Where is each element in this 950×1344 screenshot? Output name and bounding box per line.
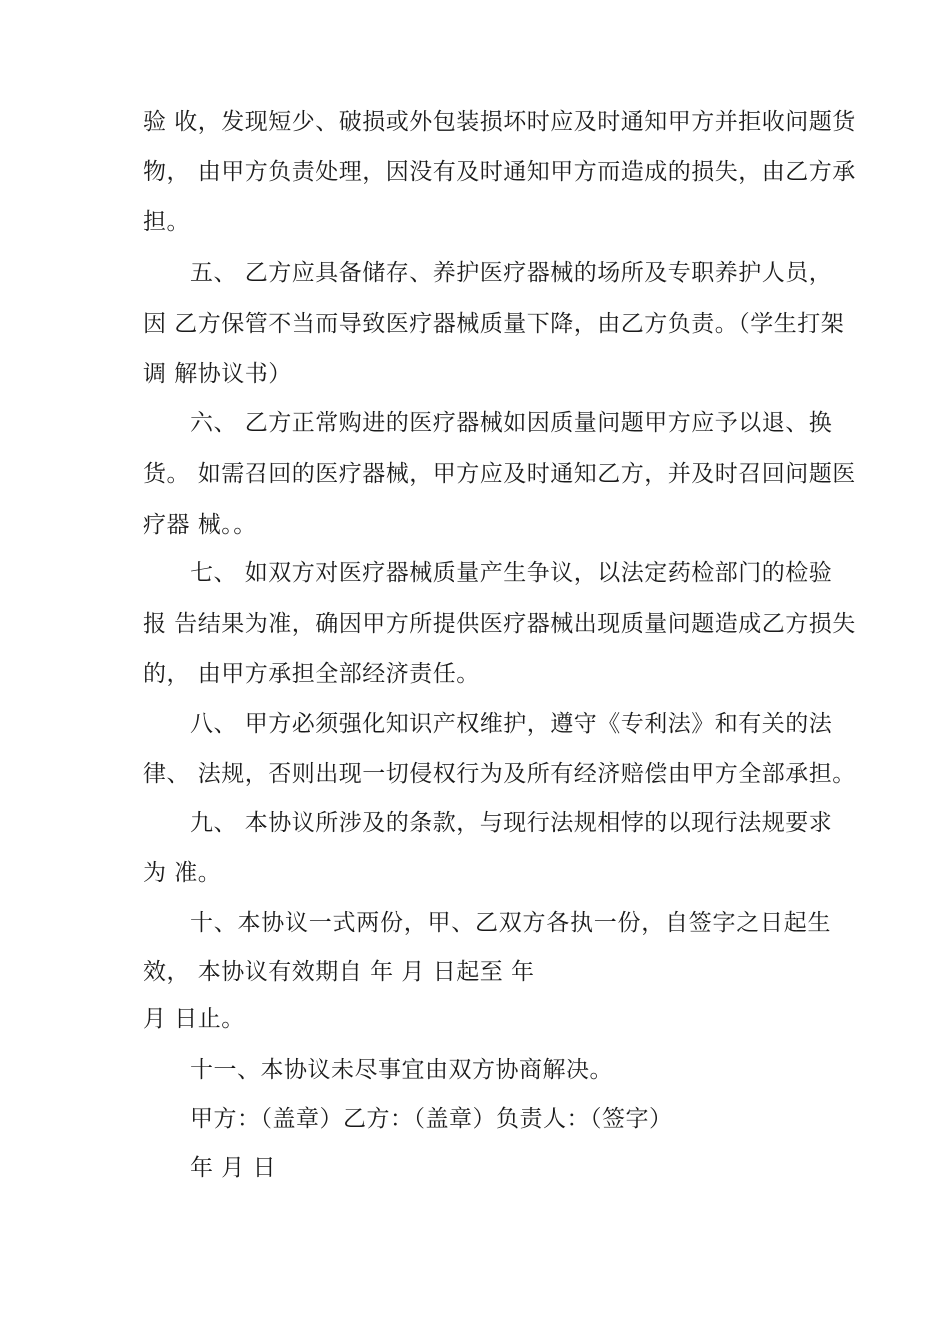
clause-11-line-1: 十一、本协议未尽事宜由双方协商解决。 (190, 1057, 613, 1083)
text-line-3: 担。 (143, 209, 190, 235)
clause-10-line-3: 月 日止。 (143, 1006, 245, 1032)
clause-8-line-2: 律、 法规，否则出现一切侵权行为及所有经济赔偿由甲方全部承担。 (143, 761, 856, 787)
clause-5-line-1: 五、 乙方应具备储存、养护医疗器械的场所及专职养护人员， (190, 260, 833, 286)
clause-10-line-2: 效， 本协议有效期自 年 月 日起至 年 (143, 959, 535, 985)
clause-9-line-1: 九、 本协议所涉及的条款，与现行法规相悖的以现行法规要求 (190, 810, 833, 836)
clause-6-line-1: 六、 乙方正常购进的医疗器械如因质量问题甲方应予以退、换 (190, 410, 833, 436)
clause-7-line-2: 报 告结果为准，确因甲方所提供医疗器械出现质量问题造成乙方损失 (143, 611, 856, 637)
signature-line: 甲方：（盖章）乙方：（盖章）负责人：（签字） (190, 1106, 673, 1132)
clause-7-line-3: 的， 由甲方承担全部经济责任。 (143, 661, 480, 687)
clause-9-line-2: 为 准。 (143, 860, 222, 886)
clause-8-line-1: 八、 甲方必须强化知识产权维护，遵守《专利法》和有关的法 (190, 711, 833, 737)
clause-5-line-2: 因 乙方保管不当而导致医疗器械质量下降，由乙方负责。（学生打架 (143, 311, 845, 337)
clause-7-line-1: 七、 如双方对医疗器械质量产生争议，以法定药检部门的检验 (190, 560, 833, 586)
date-line: 年 月 日 (190, 1155, 277, 1181)
clause-6-line-3: 疗器 械。。 (143, 512, 257, 538)
clause-6-line-2: 货。 如需召回的医疗器械，甲方应及时通知乙方，并及时召回问题医 (143, 461, 856, 487)
text-line-2: 物， 由甲方负责处理，因没有及时通知甲方而造成的损失，由乙方承 (143, 159, 856, 185)
text-line-1: 验 收，发现短少、破损或外包装损坏时应及时通知甲方并拒收问题货 (143, 109, 856, 135)
clause-5-line-3: 调 解协议书） (143, 361, 292, 387)
clause-10-line-1: 十、本协议一式两份，甲、乙双方各执一份，自签字之日起生 (190, 910, 831, 936)
